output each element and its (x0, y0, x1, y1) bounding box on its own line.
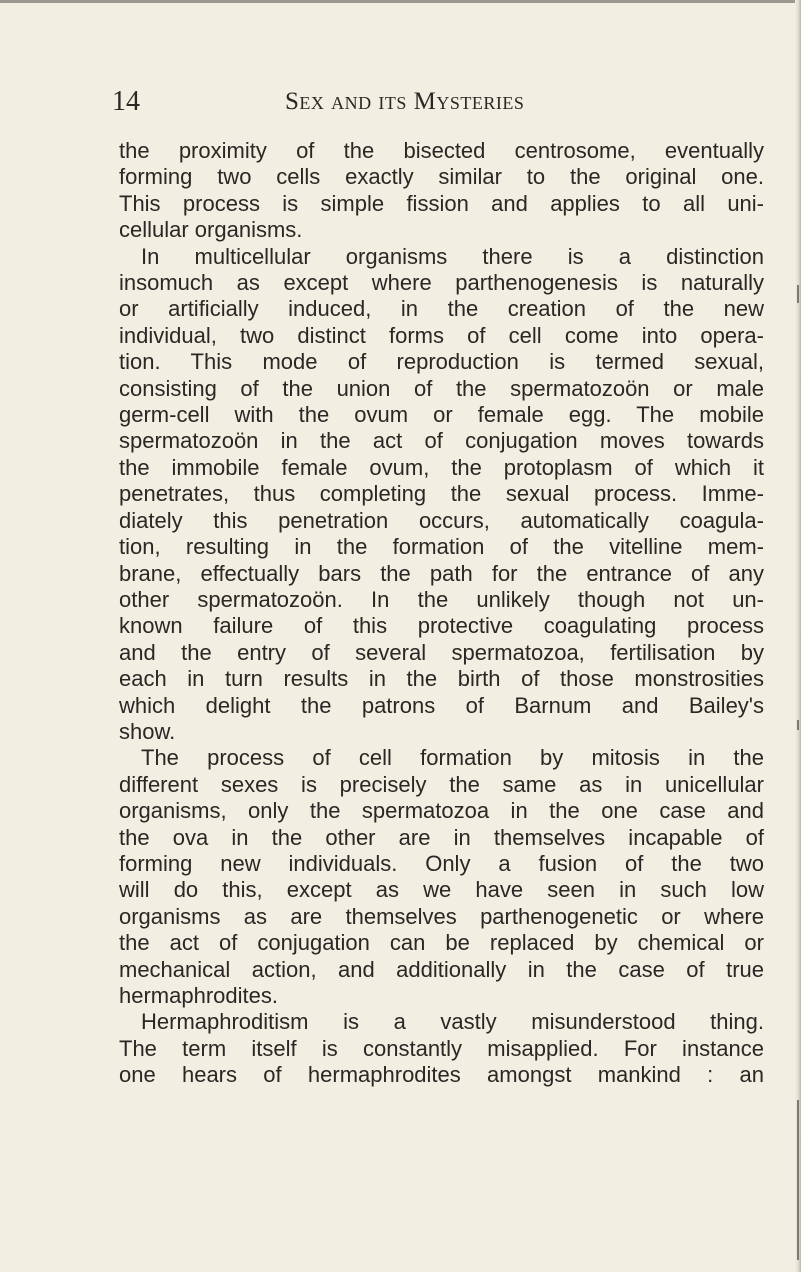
text-line: diately this penetration occurs, automatically coagula- (119, 507, 764, 533)
text-line: germ-cell with the ovum or female egg. The mobile (119, 402, 764, 428)
text-line: individual, two distinct forms of cell come into opera- (119, 322, 764, 348)
text-line: other spermatozoön. In the unlikely though not un- (119, 586, 764, 612)
text-line: brane, effectually bars the path for the entrance of any (119, 560, 764, 586)
text-line: forming new individuals. Only a fusion of the two (119, 850, 764, 876)
edge-mark (797, 285, 799, 303)
text-line: or artificially induced, in the creation of the new (119, 296, 764, 322)
body-text (119, 138, 764, 1089)
text-line: the act of conjugation can be replaced by chemical or (119, 930, 764, 956)
text-line: the immobile female ovum, the protoplasm of which it (119, 454, 764, 480)
text-line: organisms, only the spermatozoa in the one case and (119, 798, 764, 824)
text-line: In multicellular organisms there is a distinction (141, 243, 764, 269)
text-line: spermatozoön in the act of conjugation moves towards (119, 428, 764, 454)
text-line: the ova in the other are in themselves incapable of (119, 824, 764, 850)
text-line: The process of cell formation by mitosis in the (141, 745, 764, 771)
text-line: tion, resulting in the formation of the vitelline mem- (119, 534, 764, 560)
text-line: will do this, except as we have seen in such low (119, 877, 764, 903)
text-line: and the entry of several spermatozoa, fertilisation by (119, 639, 764, 665)
page-number: 14 (112, 86, 140, 117)
text-line: tion. This mode of reproduction is termed sexual, (119, 349, 764, 375)
text-line: mechanical action, and additionally in the case of true (119, 956, 764, 982)
text-line: organisms as are themselves parthenogenetic or where (119, 903, 764, 929)
text-line: cellular organisms. (119, 217, 303, 243)
text-line: different sexes is precisely the same as in unicellular (119, 771, 764, 797)
running-title: Sex and its Mysteries (285, 88, 525, 115)
text-line: each in turn results in the birth of those monstrosities (119, 666, 764, 692)
text-line: which delight the patrons of Barnum and Bailey's (119, 692, 764, 718)
text-line: the proximity of the bisected centrosome, eventually (119, 138, 764, 163)
text-line: insomuch as except where parthenogenesis is naturally (119, 270, 764, 296)
page-right-edge (795, 0, 801, 1272)
text-line: one hears of hermaphrodites amongst mankind : an (119, 1062, 764, 1088)
edge-mark (797, 720, 799, 730)
text-line: Hermaphroditism is a vastly misunderstood thing. (141, 1009, 764, 1035)
text-line: consisting of the union of the spermatozoön or male (119, 375, 764, 401)
text-line: penetrates, thus completing the sexual process. Imme- (119, 481, 764, 507)
edge-mark (797, 1100, 799, 1260)
text-line: forming two cells exactly similar to the original one. (119, 164, 764, 190)
page-top-edge (0, 0, 801, 3)
text-line: show. (119, 718, 176, 744)
text-line: This process is simple fission and applies to all uni- (119, 190, 764, 216)
text-line: known failure of this protective coagulating process (119, 613, 764, 639)
text-line: The term itself is constantly misapplied. For instance (119, 1035, 764, 1061)
text-line: hermaphrodites. (119, 983, 278, 1008)
running-head (0, 83, 801, 123)
